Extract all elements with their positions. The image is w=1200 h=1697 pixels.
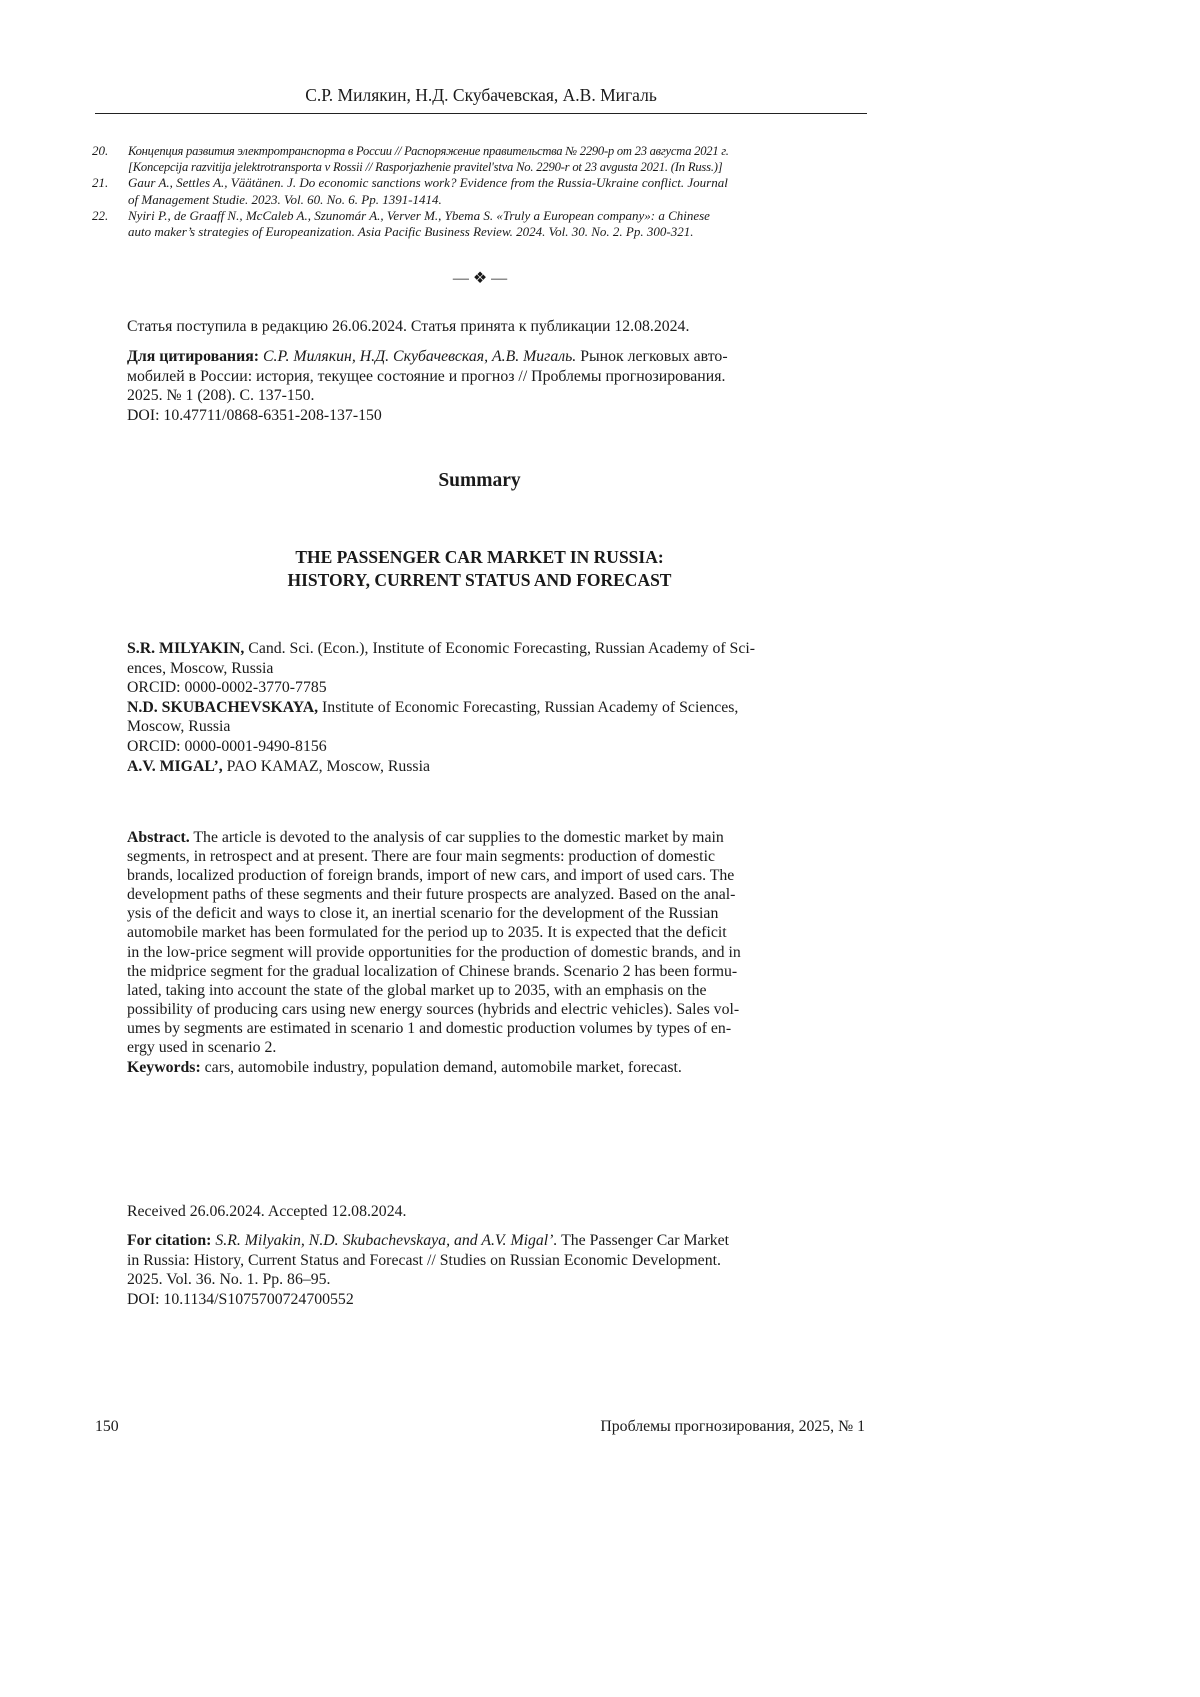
article-title bbox=[127, 546, 832, 592]
article-title-line: THE PASSENGER CAR MARKET IN RUSSIA: bbox=[127, 546, 832, 569]
abstract-line: The article is devoted to the analysis of car supplies to the domestic market by main bbox=[193, 829, 723, 846]
author-name: N.D. SKUBACHEVSKAYA, bbox=[127, 699, 318, 716]
abstract-label: Abstract. bbox=[127, 829, 190, 846]
author-affiliation: ences, Moscow, Russia bbox=[127, 659, 832, 679]
abstract-line: the midprice segment for the gradual localization of Chinese brands. Scenario 2 has been formu- bbox=[127, 962, 832, 981]
ornament-divider: — ❖ — bbox=[400, 268, 560, 288]
abstract-line: umes by segments are estimated in scenario 1 and domestic production volumes by types of en- bbox=[127, 1019, 832, 1038]
author-orcid: ORCID: 0000-0001-9490-8156 bbox=[127, 737, 832, 757]
author-affiliation: PAO KAMAZ, Moscow, Russia bbox=[227, 758, 430, 775]
reference-list bbox=[92, 143, 872, 240]
reference-text: Nyiri P., de Graaff N., McCaleb A., Szunomár A., Verver M., Ybema S. «Truly a European company»: a Chinese bbox=[128, 208, 872, 224]
author-entry bbox=[127, 757, 832, 777]
reference-number: 22. bbox=[92, 208, 128, 240]
en-citation-text: in Russia: History, Current Status and Forecast // Studies on Russian Economic Development. bbox=[127, 1251, 832, 1271]
abstract-line: ergy used in scenario 2. bbox=[127, 1038, 832, 1057]
keywords-text: cars, automobile industry, population demand, automobile market, forecast. bbox=[205, 1059, 682, 1076]
article-title-line: HISTORY, CURRENT STATUS AND FORECAST bbox=[127, 569, 832, 592]
author-name: S.R. MILYAKIN, bbox=[127, 640, 244, 657]
author-affiliation: Cand. Sci. (Econ.), Institute of Economic Forecasting, Russian Academy of Sci- bbox=[248, 640, 755, 657]
abstract-line: lated, taking into account the state of the global market up to 2035, with an emphasis on the bbox=[127, 981, 832, 1000]
reference-item bbox=[92, 208, 872, 240]
reference-item bbox=[92, 143, 872, 175]
en-citation-text: The Passenger Car Market bbox=[561, 1232, 729, 1249]
keywords-label: Keywords: bbox=[127, 1059, 201, 1076]
author-entry bbox=[127, 639, 832, 698]
reference-item bbox=[92, 175, 872, 207]
ru-citation-label: Для цитирования: bbox=[127, 348, 259, 365]
abstract-line: ysis of the deficit and ways to close it, an inertial scenario for the development of the Russian bbox=[127, 904, 832, 923]
summary-heading: Summary bbox=[127, 470, 832, 492]
reference-text: [Koncepcija razvitija jelektrotransporta v Rossii // Rasporjazhenie pravitel'stva No. 2290-r ot 23 avgusta 2021. (In Russ.)] bbox=[128, 159, 872, 175]
author-list bbox=[127, 639, 832, 776]
journal-name: Проблемы прогнозирования, 2025, № 1 bbox=[600, 1418, 865, 1436]
reference-text: Концепция развития электротранспорта в России // Распоряжение правительства № 2290-р от 23 августа 2021 г. bbox=[128, 143, 872, 159]
en-citation-label: For citation: bbox=[127, 1232, 211, 1249]
running-header bbox=[95, 85, 867, 114]
ru-received-note: Статья поступила в редакцию 26.06.2024. Статья принята к публикации 12.08.2024. bbox=[127, 317, 832, 337]
abstract-line: segments, in retrospect and at present. There are four main segments: production of domestic bbox=[127, 847, 832, 866]
ru-citation-authors: С.Р. Милякин, Н.Д. Скубачевская, А.В. Мигаль. bbox=[263, 348, 576, 365]
abstract bbox=[127, 828, 832, 1057]
abstract-line: development paths of these segments and their future prospects are analyzed. Based on the anal- bbox=[127, 885, 832, 904]
header-authors: С.Р. Милякин, Н.Д. Скубачевская, А.В. Мигаль bbox=[305, 85, 657, 105]
author-orcid: ORCID: 0000-0002-3770-7785 bbox=[127, 678, 832, 698]
en-citation-authors: S.R. Milyakin, N.D. Skubachevskaya, and A.V. Migal’. bbox=[215, 1232, 557, 1249]
author-name: A.V. MIGAL’, bbox=[127, 758, 223, 775]
en-citation bbox=[127, 1231, 832, 1309]
reference-number: 21. bbox=[92, 175, 128, 207]
ru-citation-text: 2025. № 1 (208). С. 137-150. bbox=[127, 386, 832, 406]
author-affiliation: Institute of Economic Forecasting, Russian Academy of Sciences, bbox=[322, 699, 738, 716]
reference-text: of Management Studie. 2023. Vol. 60. No. 6. Pp. 1391-1414. bbox=[128, 192, 872, 208]
abstract-line: possibility of producing cars using new energy sources (hybrids and electric vehicles). Sales vol- bbox=[127, 1000, 832, 1019]
ru-citation-doi: DOI: 10.47711/0868-6351-208-137-150 bbox=[127, 406, 832, 426]
ru-citation-text: Рынок легковых авто- bbox=[580, 348, 727, 365]
author-entry bbox=[127, 698, 832, 757]
ru-citation bbox=[127, 347, 832, 425]
en-received-note: Received 26.06.2024. Accepted 12.08.2024. bbox=[127, 1202, 832, 1222]
author-affiliation: Moscow, Russia bbox=[127, 717, 832, 737]
ru-citation-text: мобилей в России: история, текущее состояние и прогноз // Проблемы прогнозирования. bbox=[127, 367, 832, 387]
reference-number: 20. bbox=[92, 143, 128, 175]
abstract-line: automobile market has been formulated for the period up to 2035. It is expected that the deficit bbox=[127, 923, 832, 942]
reference-text: Gaur A., Settles A., Väätänen. J. Do economic sanctions work? Evidence from the Russia-Ukraine conflict. Journal bbox=[128, 175, 872, 191]
page-footer bbox=[95, 1418, 865, 1436]
page-number: 150 bbox=[95, 1418, 119, 1436]
en-citation-doi: DOI: 10.1134/S1075700724700552 bbox=[127, 1290, 832, 1310]
en-citation-text: 2025. Vol. 36. No. 1. Pp. 86–95. bbox=[127, 1270, 832, 1290]
abstract-line: brands, localized production of foreign brands, import of new cars, and import of used cars. The bbox=[127, 866, 832, 885]
abstract-line: in the low-price segment will provide opportunities for the production of domestic brands, and in bbox=[127, 943, 832, 962]
reference-text: auto maker’s strategies of Europeanization. Asia Pacific Business Review. 2024. Vol. 30. No. 2. Pp. 300-321. bbox=[128, 224, 872, 240]
keywords bbox=[127, 1058, 832, 1078]
